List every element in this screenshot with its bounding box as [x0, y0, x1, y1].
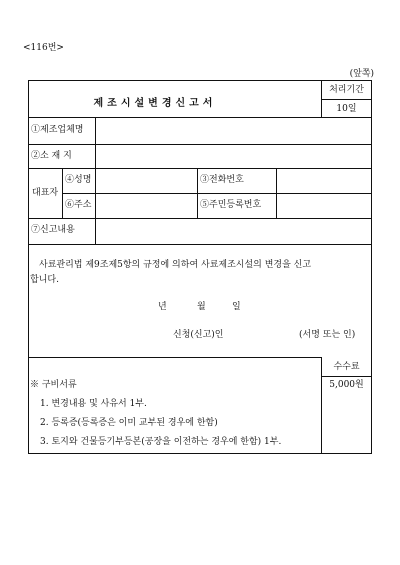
name-label: ④성명: [65, 175, 92, 185]
document-item-1: 1. 변경내용 및 사유서 1부.: [40, 399, 147, 409]
date-day: 일: [232, 302, 241, 312]
fee-value: 5,000원: [329, 380, 364, 390]
documents-heading: ※ 구비서류: [30, 380, 77, 390]
date-month: 월: [197, 302, 206, 312]
date-year: 년: [158, 302, 167, 312]
signature-label: (서명 또는 인): [299, 330, 356, 340]
representative-label: 대표자: [32, 188, 59, 198]
company-name-label: ①제조업체명: [31, 125, 84, 135]
processing-period-label: 처리기간: [329, 85, 364, 95]
address-label: ⑥주소: [65, 200, 92, 210]
phone-label: ③전화번호: [200, 175, 244, 185]
processing-period-value: 10일: [336, 104, 357, 114]
front-side-label: (앞쪽): [349, 69, 374, 79]
form-title: 제조시설변경신고서: [93, 98, 217, 109]
document-item-3: 3. 토지와 건물등기부등본(공장을 이전하는 경우에 한함) 1부.: [40, 437, 282, 447]
form-number: <116번>: [23, 43, 64, 53]
resident-number-label: ⑤주민등록번호: [200, 200, 262, 210]
document-item-2: 2. 등록증(등록증은 이미 교부된 경우에 한함): [40, 418, 218, 428]
location-label: ②소 재 지: [31, 151, 72, 161]
report-content-label: ⑦신고내용: [31, 225, 75, 235]
statement-line-2: 합니다.: [30, 275, 59, 285]
applicant-label: 신청(신고)인: [173, 330, 224, 340]
fee-label: 수수료: [333, 362, 360, 372]
statement-line-1: 사료관리법 제9조제5항의 규정에 의하여 사료제조시설의 변경을 신고: [39, 260, 312, 270]
